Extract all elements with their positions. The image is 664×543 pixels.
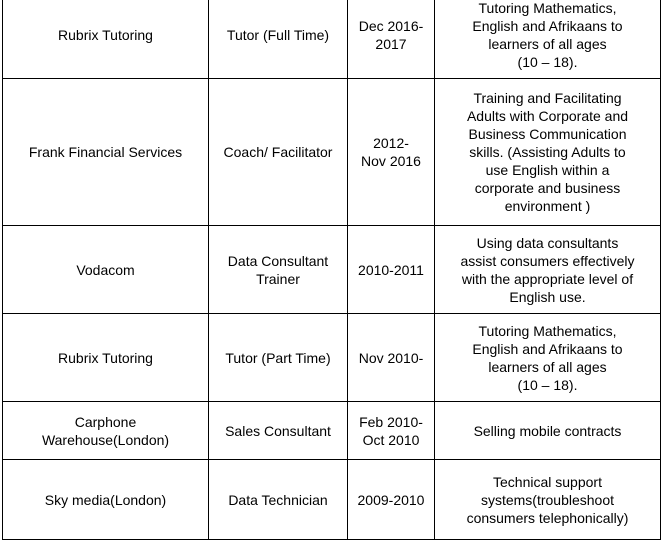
description-line: corporate and business	[474, 180, 621, 196]
description-cell	[435, 0, 661, 79]
table-row	[3, 402, 661, 460]
position-cell: Sales Consultant	[209, 402, 348, 460]
employer-cell: Rubrix Tutoring	[3, 0, 209, 79]
description-cell: Selling mobile contracts	[435, 402, 661, 460]
period-cell: Nov 2010-	[348, 314, 435, 402]
table-row	[3, 460, 661, 540]
employer-cell: Vodacom	[3, 226, 209, 314]
employer-line: Carphone	[74, 413, 137, 430]
period-line: 2012-	[373, 135, 409, 151]
position-cell	[209, 226, 348, 314]
period-cell	[348, 79, 435, 226]
description-line: consumers telephonically)	[466, 509, 629, 526]
table-row	[3, 226, 661, 314]
description-line: Training and Facilitating	[473, 90, 622, 106]
work-experience-table	[2, 0, 661, 540]
employer-cell	[3, 402, 209, 460]
employer-cell: Sky media(London)	[3, 460, 209, 540]
employer-cell: Frank Financial Services	[3, 79, 209, 226]
position-cell: Coach/ Facilitator	[209, 79, 348, 226]
employer-line: Warehouse(London)	[41, 431, 170, 448]
table-row	[3, 314, 661, 402]
description-line: Tutoring Mathematics,	[478, 322, 617, 339]
description-line: (10 – 18).	[517, 54, 578, 70]
description-line: Technical support	[493, 473, 602, 490]
position-line: Trainer	[256, 270, 300, 287]
description-line: Tutoring Mathematics,	[478, 0, 617, 16]
position-cell: Tutor (Part Time)	[209, 314, 348, 402]
description-line: Business Communication	[468, 126, 627, 142]
period-line: Nov 2016	[361, 153, 421, 169]
period-line: Feb 2010-	[359, 413, 423, 430]
description-line: assist consumers effectively	[460, 252, 635, 269]
description-line: learners of all ages	[488, 358, 607, 375]
period-cell	[348, 402, 435, 460]
period-cell: 2010-2011	[348, 226, 435, 314]
position-cell: Data Technician	[209, 460, 348, 540]
period-cell	[348, 0, 435, 79]
description-line: (10 – 18).	[517, 376, 578, 393]
description-cell	[435, 460, 661, 540]
description-cell	[435, 79, 661, 226]
description-line: skills. (Assisting Adults to	[469, 144, 626, 160]
position-line: Data Consultant	[227, 252, 329, 269]
description-line: learners of all ages	[488, 36, 607, 52]
description-line: Adults with Corporate and	[466, 108, 629, 124]
description-line: Using data consultants	[476, 234, 619, 251]
period-line: Dec 2016-	[358, 18, 424, 34]
description-line: English use.	[509, 288, 586, 305]
position-cell: Tutor (Full Time)	[209, 0, 348, 79]
description-line: English and Afrikaans to	[472, 18, 623, 34]
description-line: with the appropriate level of	[461, 270, 634, 287]
description-cell	[435, 226, 661, 314]
description-line: systems(troubleshoot	[480, 491, 615, 508]
description-cell	[435, 314, 661, 402]
description-line: use English within a	[485, 162, 610, 178]
table-row	[3, 0, 661, 79]
period-line: Oct 2010	[362, 431, 420, 448]
table-row	[3, 79, 661, 226]
description-line: English and Afrikaans to	[472, 340, 623, 357]
period-line: 2017	[375, 36, 407, 52]
employer-cell: Rubrix Tutoring	[3, 314, 209, 402]
period-cell: 2009-2010	[348, 460, 435, 540]
description-line: environment )	[504, 198, 591, 214]
